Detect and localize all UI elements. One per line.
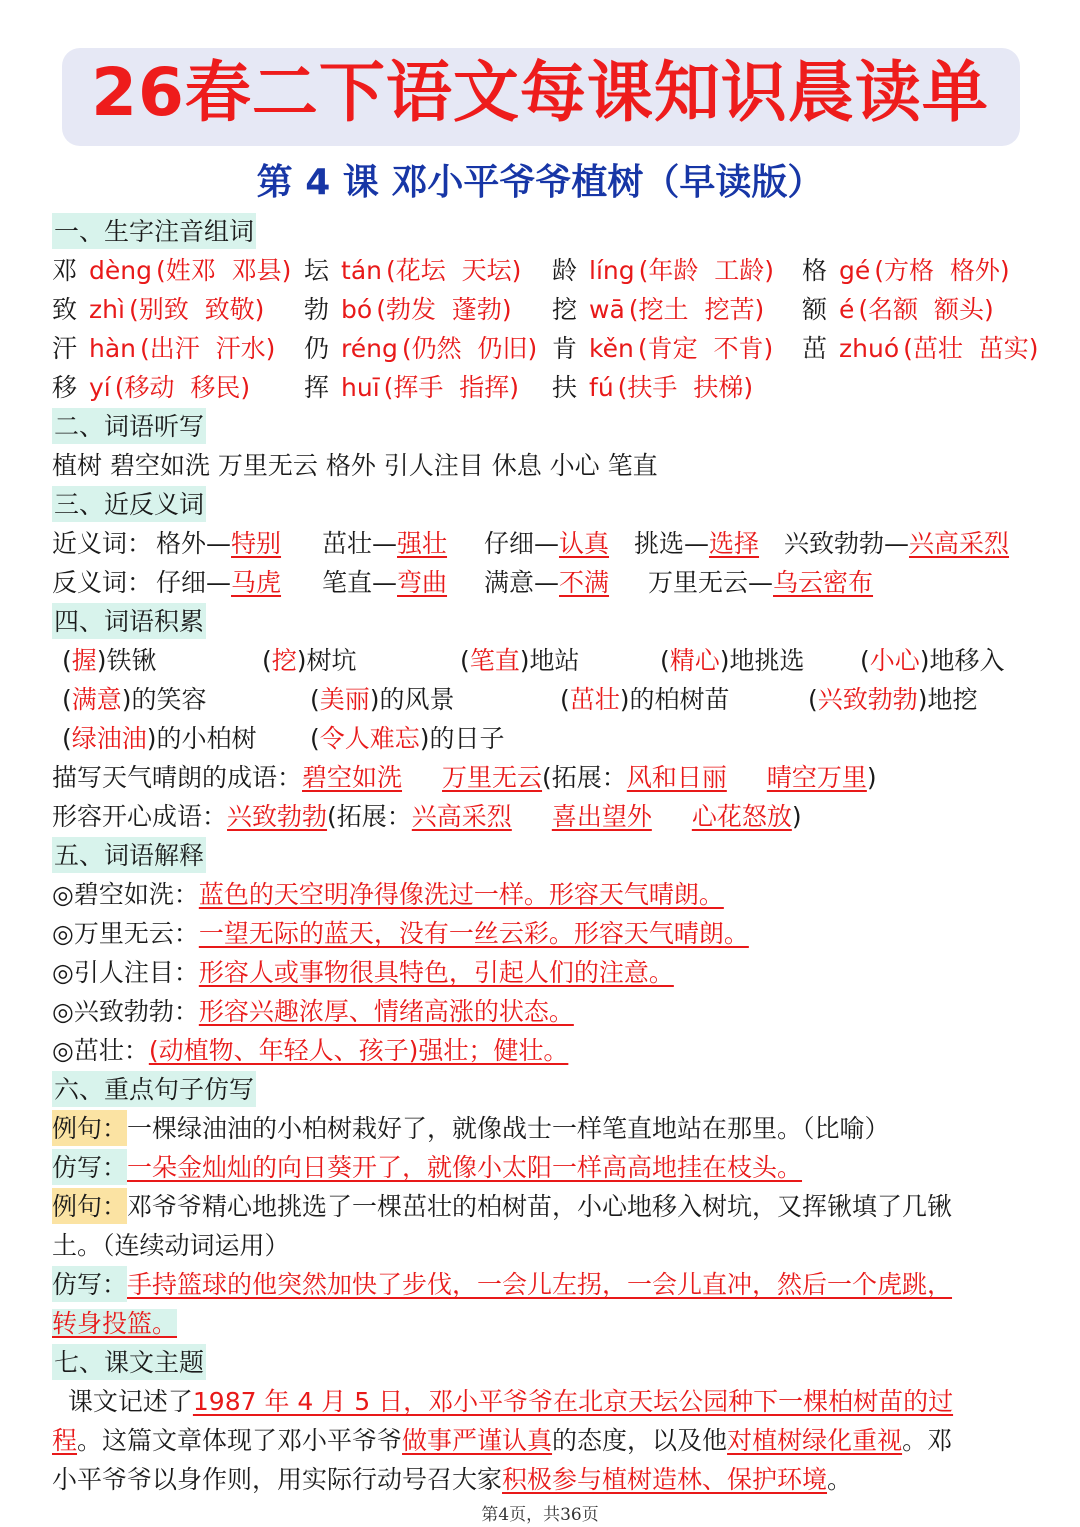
character-entry	[552, 290, 764, 329]
words: (茁壮 茁实)	[903, 334, 1039, 363]
phrase-text: 的风景	[379, 685, 455, 714]
bracket-close: )	[369, 685, 380, 714]
character: 格	[802, 256, 828, 285]
phrase-row	[52, 719, 1042, 758]
phrase	[62, 680, 207, 719]
word: 仔细—	[484, 529, 560, 558]
bracket-open: (	[310, 685, 320, 714]
explanation-item	[52, 875, 1042, 914]
idiom: 喜出望外	[551, 802, 652, 831]
imitation-sentence-2-cont: 转身投篮。	[52, 1309, 178, 1338]
character-row	[52, 251, 1042, 290]
pinyin: zhuó	[839, 334, 900, 363]
synonym-line	[52, 524, 1042, 563]
word-pair	[322, 524, 447, 563]
words: (方格 格外)	[874, 256, 1010, 285]
pinyin: kěn	[589, 334, 634, 363]
imitation-label: 仿写：	[52, 1266, 127, 1302]
pinyin: hàn	[89, 334, 137, 363]
explanation-item	[52, 914, 1042, 953]
pinyin: tán	[341, 256, 382, 285]
section-heading-theme: 七、课文主题	[52, 1344, 206, 1380]
character-entry	[802, 290, 994, 329]
section-heading-characters: 一、生字注音组词	[52, 213, 256, 249]
character: 仍	[304, 334, 330, 363]
bracket-open: (	[808, 685, 818, 714]
dictation-words: 植树 碧空如洗 万里无云 格外 引人注目 休息 小心 笔直	[52, 451, 658, 480]
character: 额	[802, 295, 828, 324]
phrase-text: 地移入	[929, 646, 1005, 675]
bracket-open: (	[62, 724, 72, 753]
example-sentence-1: 例句：一棵绿油油的小柏树栽好了，就像战士一样笔直地站在那里。（比喻）	[52, 1109, 1042, 1148]
character: 茁	[802, 334, 828, 363]
bracket-open: (	[660, 646, 670, 675]
idiom: 碧空如洗	[302, 763, 403, 792]
imitation-sentence-1: 仿写：一朵金灿灿的向日葵开了，就像小太阳一样高高地挂在枝头。	[52, 1148, 1042, 1187]
pinyin: zhì	[89, 295, 125, 324]
character-row	[52, 290, 1042, 329]
bracket-close: )	[296, 646, 307, 675]
bracket-close: )	[919, 646, 930, 675]
fill-answer: 小心	[869, 646, 920, 675]
words: (姓邓 邓县)	[155, 256, 292, 285]
definition: (动植物、年轻人、孩子)强壮；健壮。	[148, 1036, 569, 1065]
lesson-title: 第 4 课 邓小平爷爷植树（早读版）	[256, 162, 824, 203]
term: ◎兴致勃勃：	[52, 997, 199, 1026]
example-sentence-2: 例句：邓爷爷精心地挑选了一棵茁壮的柏树苗，小心地移入树坑，又挥锹填了几锹	[52, 1187, 1042, 1226]
words: (移动 移民)	[114, 373, 251, 402]
explanation-item	[52, 1031, 1042, 1070]
idiom: 兴致勃勃	[227, 802, 328, 831]
explanation-list	[52, 875, 1042, 1070]
phrase-text: 的日子	[429, 724, 505, 753]
section-heading-phrases: 四、词语积累	[52, 603, 206, 639]
bracket-open: (	[860, 646, 870, 675]
character-entry	[802, 329, 1039, 368]
bracket-open: (	[262, 646, 272, 675]
character-entry	[304, 251, 521, 290]
pinyin: gé	[839, 256, 871, 285]
word-pair	[322, 563, 447, 602]
bracket-close: )	[917, 685, 928, 714]
character: 龄	[552, 256, 578, 285]
word: 格外—	[156, 529, 232, 558]
example-label: 例句：	[52, 1110, 127, 1146]
answer: 认真	[559, 529, 610, 558]
bracket-close: )	[96, 646, 107, 675]
idiom: 风和日丽	[626, 763, 727, 792]
section-heading-explanations: 五、词语解释	[52, 837, 206, 873]
bracket-close: )	[419, 724, 430, 753]
character: 挥	[304, 373, 330, 402]
character-entry	[304, 368, 519, 407]
word: 挑选—	[634, 529, 710, 558]
answer: 强壮	[397, 529, 448, 558]
character-table	[52, 251, 1042, 407]
word: 满意—	[484, 568, 560, 597]
bracket-close: )	[619, 685, 630, 714]
phrase-text: 的小柏树	[156, 724, 257, 753]
word-pair	[784, 524, 1009, 563]
pinyin: fú	[589, 373, 614, 402]
fill-answer: 美丽	[319, 685, 370, 714]
word-pair	[648, 563, 873, 602]
words: (花坛 天坛)	[385, 256, 522, 285]
pair-label: 反义词：	[52, 568, 153, 597]
pinyin: líng	[589, 256, 635, 285]
character-entry	[304, 290, 512, 329]
phrase-text: 地站	[529, 646, 580, 675]
fill-answer: 茁壮	[569, 685, 620, 714]
pinyin: réng	[341, 334, 398, 363]
antonym-line	[52, 563, 1042, 602]
phrase	[62, 641, 157, 680]
word-pair	[484, 563, 609, 602]
word-pair	[484, 524, 609, 563]
term: ◎茁壮：	[52, 1036, 149, 1065]
bracket-close: )	[719, 646, 730, 675]
fill-answer: 令人难忘	[319, 724, 420, 753]
phrase-row	[52, 641, 1042, 680]
word: 茁壮—	[322, 529, 398, 558]
bracket-open: (	[62, 685, 72, 714]
bracket-close: )	[121, 685, 132, 714]
phrase	[62, 719, 257, 758]
words: (勃发 蓬勃)	[376, 295, 512, 324]
word: 仔细—	[156, 568, 232, 597]
fill-answer: 笔直	[469, 646, 520, 675]
fill-answer: 握	[71, 646, 97, 675]
character-row	[52, 329, 1042, 368]
section-heading-synonyms: 三、近反义词	[52, 486, 206, 522]
phrase-text: 的笑容	[131, 685, 207, 714]
answer: 特别	[231, 529, 282, 558]
bracket-open: (	[460, 646, 470, 675]
word-pair	[156, 524, 281, 563]
phrase-table	[52, 641, 1042, 758]
bracket-close: )	[146, 724, 157, 753]
word-pair	[156, 563, 281, 602]
character-entry	[552, 368, 753, 407]
character: 邓	[52, 256, 78, 285]
idiom: 心花怒放	[691, 802, 792, 831]
phrase	[808, 680, 978, 719]
pinyin: dèng	[89, 256, 152, 285]
term: ◎万里无云：	[52, 919, 199, 948]
section-heading-dictation: 二、词语听写	[52, 408, 206, 444]
phrase-text: 的柏树苗	[629, 685, 730, 714]
answer: 选择	[709, 529, 760, 558]
character: 致	[52, 295, 78, 324]
fill-answer: 挖	[271, 646, 297, 675]
character-entry	[52, 329, 275, 368]
bracket-open: (	[62, 646, 72, 675]
example-sentence-2-cont: 土。（连续动词运用）	[52, 1231, 290, 1260]
character-entry	[802, 251, 1010, 290]
words: (挖土 挖苦)	[628, 295, 765, 324]
answer: 不满	[559, 568, 610, 597]
pinyin: huī	[341, 373, 380, 402]
page-number: 第4页，共36页	[481, 1505, 599, 1525]
definition: 形容人或事物很具特色，引起人们的注意。	[198, 958, 674, 987]
theme-line-1: 课文记述了1987 年 4 月 5 日，邓小平爷爷在北京天坛公园种下一棵柏树苗的过	[52, 1387, 954, 1416]
bracket-open: (	[560, 685, 570, 714]
definition: 蓝色的天空明净得像洗过一样。形容天气晴朗。	[198, 880, 724, 909]
term: ◎引人注目：	[52, 958, 199, 987]
phrase	[560, 680, 730, 719]
example-label: 例句：	[52, 1188, 127, 1224]
answer: 马虎	[231, 568, 282, 597]
character-entry	[52, 290, 264, 329]
answer: 兴高采烈	[909, 529, 1010, 558]
pair-label: 近义词：	[52, 529, 153, 558]
character: 坛	[304, 256, 330, 285]
bracket-close: )	[519, 646, 530, 675]
character: 移	[52, 373, 78, 402]
definition: 形容兴趣浓厚、情绪高涨的状态。	[198, 997, 574, 1026]
phrase	[310, 680, 455, 719]
pinyin: yí	[89, 373, 111, 402]
definition: 一望无际的蓝天，没有一丝云彩。形容天气晴朗。	[198, 919, 749, 948]
character-entry	[304, 329, 537, 368]
explanation-item	[52, 953, 1042, 992]
character-entry	[552, 251, 774, 290]
imitation-label: 仿写：	[52, 1149, 127, 1185]
theme-line-3: 小平爷爷以身作则，用实际行动号召大家积极参与植树造林、保护环境。	[52, 1465, 853, 1494]
words: (挥手 指挥)	[383, 373, 520, 402]
phrase-text: 铁锹	[106, 646, 157, 675]
phrase	[860, 641, 1005, 680]
section-heading-sentences: 六、重点句子仿写	[52, 1071, 256, 1107]
words: (名额 额头)	[858, 295, 994, 324]
weather-idioms: 描写天气晴朗的成语：碧空如洗 万里无云(拓展：风和日丽 晴空万里)	[52, 763, 877, 792]
term: ◎碧空如洗：	[52, 880, 199, 909]
phrase	[262, 641, 357, 680]
words: (扶手 扶梯)	[617, 373, 754, 402]
pinyin: é	[839, 295, 855, 324]
phrase-text: 地挖	[927, 685, 978, 714]
character: 汗	[52, 334, 78, 363]
fill-answer: 精心	[669, 646, 720, 675]
answer: 乌云密布	[773, 568, 874, 597]
imitation-sentence-2: 仿写：手持篮球的他突然加快了步伐，一会儿左拐，一会儿直冲，然后一个虎跳，	[52, 1265, 1042, 1304]
words: (出汗 汗水)	[140, 334, 276, 363]
bracket-open: (	[310, 724, 320, 753]
character-row	[52, 368, 1042, 407]
words: (肯定 不肯)	[637, 334, 774, 363]
words: (年龄 工龄)	[638, 256, 775, 285]
words: (仍然 仍旧)	[401, 334, 538, 363]
character-entry	[52, 251, 291, 290]
phrase	[660, 641, 805, 680]
phrase	[310, 719, 505, 758]
fill-answer: 兴致勃勃	[817, 685, 918, 714]
word-pair	[634, 524, 759, 563]
explanation-item	[52, 992, 1042, 1031]
character: 挖	[552, 295, 578, 324]
pinyin: bó	[341, 295, 373, 324]
word: 兴致勃勃—	[784, 529, 910, 558]
worksheet-content	[52, 212, 1042, 1499]
idiom: 兴高采烈	[411, 802, 512, 831]
character: 肯	[552, 334, 578, 363]
phrase-row	[52, 680, 1042, 719]
phrase-text: 地挑选	[729, 646, 805, 675]
phrase-text: 树坑	[306, 646, 357, 675]
phrase	[460, 641, 580, 680]
idiom: 晴空万里	[766, 763, 867, 792]
theme-line-2: 程。这篇文章体现了邓小平爷爷做事严谨认真的态度，以及他对植树绿化重视。邓	[52, 1426, 953, 1455]
happy-idioms: 形容开心成语：兴致勃勃(拓展：兴高采烈 喜出望外 心花怒放)	[52, 802, 802, 831]
word: 笔直—	[322, 568, 398, 597]
page-title: 26春二下语文每课知识晨读单	[91, 54, 989, 131]
character: 扶	[552, 373, 578, 402]
character: 勃	[304, 295, 330, 324]
answer: 弯曲	[397, 568, 448, 597]
character-entry	[552, 329, 773, 368]
fill-answer: 绿油油	[71, 724, 147, 753]
fill-answer: 满意	[71, 685, 122, 714]
idiom: 万里无云	[442, 763, 543, 792]
pinyin: wā	[589, 295, 625, 324]
character-entry	[52, 368, 250, 407]
word: 万里无云—	[648, 568, 774, 597]
words: (别致 致敬)	[128, 295, 265, 324]
